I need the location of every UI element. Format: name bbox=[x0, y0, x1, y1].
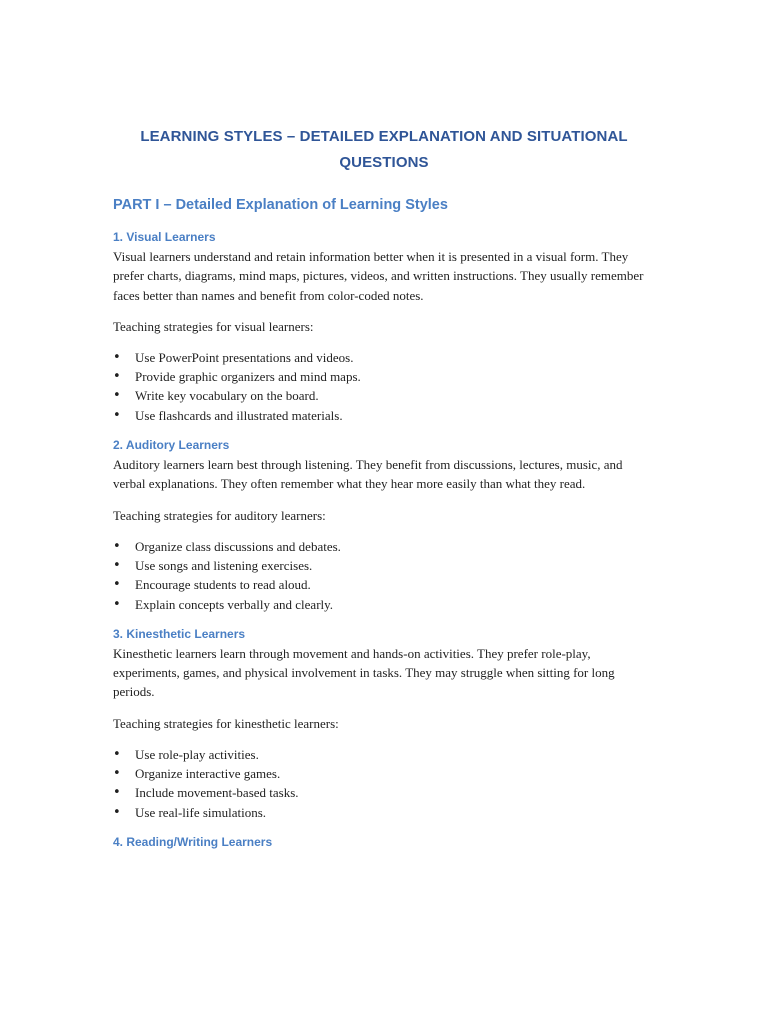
section-paragraph: Visual learners understand and retain information better when it is presented in a visual form. They prefer charts, diagrams, mind maps, pictures, videos, and written instructions. They usually remember faces better than names and benefit from color-coded notes. bbox=[113, 249, 644, 303]
list-item-text: Encourage students to read aloud. bbox=[135, 577, 311, 593]
list-item bbox=[113, 764, 655, 783]
list-item-text: Use PowerPoint presentations and videos. bbox=[135, 349, 354, 365]
list-item bbox=[113, 386, 655, 405]
section-heading: 2. Auditory Learners bbox=[113, 438, 230, 453]
bullet-icon: • bbox=[113, 369, 121, 385]
section-paragraph: Auditory learners learn best through listening. They benefit from discussions, lectures, music, and verbal explanations. They often remember what they hear more easily than what they read. bbox=[113, 457, 623, 492]
section-paragraph: Kinesthetic learners learn through movement and hands-on activities. They prefer role-play, experiments, games, and physical involvement in tasks. They may struggle when sitting for long periods. bbox=[113, 645, 615, 700]
bullet-icon: • bbox=[113, 349, 121, 365]
strategies-label: Teaching strategies for auditory learners: bbox=[113, 507, 326, 523]
bullet-icon: • bbox=[113, 766, 121, 782]
strategies-list bbox=[113, 537, 655, 614]
section-heading: 1. Visual Learners bbox=[113, 230, 216, 244]
strategies-list bbox=[113, 348, 655, 425]
bullet-icon: • bbox=[113, 407, 121, 423]
list-item bbox=[113, 803, 655, 822]
list-item-text: Use real-life simulations. bbox=[135, 804, 267, 820]
list-item bbox=[113, 595, 655, 614]
list-item bbox=[113, 537, 655, 556]
strategies-label: Teaching strategies for kinesthetic learners: bbox=[113, 715, 339, 731]
list-item-text: Use flashcards and illustrated materials. bbox=[135, 407, 343, 423]
bullet-icon: • bbox=[113, 746, 121, 762]
part-heading: PART I – Detailed Explanation of Learning Styles bbox=[113, 197, 448, 213]
list-item bbox=[113, 406, 655, 425]
list-item-text: Include movement-based tasks. bbox=[135, 785, 299, 801]
section-auditory-learners bbox=[113, 436, 655, 614]
list-item bbox=[113, 556, 655, 575]
section-visual-learners bbox=[113, 228, 655, 425]
list-item bbox=[113, 575, 655, 594]
bullet-icon: • bbox=[113, 804, 121, 820]
list-item-text: Organize class discussions and debates. bbox=[135, 538, 341, 554]
section-heading: 4. Reading/Writing Learners bbox=[113, 834, 273, 849]
section-kinesthetic-learners bbox=[113, 625, 655, 822]
document-title: LEARNING STYLES – DETAILED EXPLANATION AND SITUATIONAL QUESTIONS bbox=[140, 128, 628, 171]
list-item bbox=[113, 367, 655, 386]
bullet-icon: • bbox=[113, 596, 121, 612]
list-item-text: Explain concepts verbally and clearly. bbox=[135, 596, 334, 612]
strategies-label: Teaching strategies for visual learners: bbox=[113, 318, 314, 334]
list-item bbox=[113, 745, 655, 764]
strategies-list bbox=[113, 745, 655, 822]
bullet-icon: • bbox=[113, 785, 121, 801]
list-item-text: Provide graphic organizers and mind maps. bbox=[135, 369, 361, 385]
bullet-icon: • bbox=[113, 538, 121, 554]
list-item bbox=[113, 783, 655, 802]
section-reading-writing-learners bbox=[113, 833, 655, 851]
bullet-icon: • bbox=[113, 557, 121, 573]
section-heading: 3. Kinesthetic Learners bbox=[113, 626, 246, 641]
list-item bbox=[113, 348, 655, 367]
list-item-text: Write key vocabulary on the board. bbox=[135, 388, 319, 404]
bullet-icon: • bbox=[113, 388, 121, 404]
list-item-text: Use role-play activities. bbox=[135, 746, 259, 762]
list-item-text: Organize interactive games. bbox=[135, 766, 281, 782]
bullet-icon: • bbox=[113, 577, 121, 593]
list-item-text: Use songs and listening exercises. bbox=[135, 557, 313, 573]
